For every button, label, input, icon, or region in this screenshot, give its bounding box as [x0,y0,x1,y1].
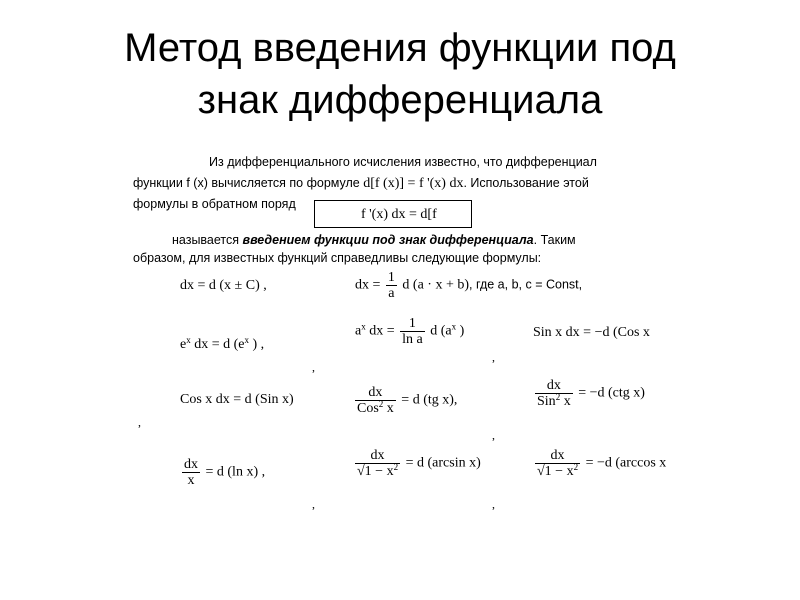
intro-line-1: Из дифференциального исчисления известно, что дифференциал [209,155,597,169]
formula-part: e [180,337,187,352]
fraction [386,270,397,301]
numerator: 1 [400,316,425,332]
comma-mark: , [492,350,495,364]
intro-line-4 [172,232,576,248]
formula-exponential [180,337,264,353]
superscript: 2 [393,462,399,472]
formula-ctg [533,378,679,409]
fraction [355,448,400,479]
comma-mark: , [492,428,495,442]
formula-part: a [355,323,362,339]
denominator-part: Cos [357,401,379,416]
formula-part: dx = [355,277,381,293]
denominator [355,401,396,416]
superscript: 2 [555,392,561,402]
superscript: x [361,321,366,332]
formula-part: dx = [369,323,395,339]
intro-line-2-text: функции f (x) вычисляется по формуле [133,176,360,190]
denominator: x [187,473,195,488]
title-line-1: Метод введения функции под [124,26,676,70]
denominator [355,464,400,479]
formula-linear-substitution [355,270,582,301]
intro-line-3: формулы в обратном поряд [133,197,296,211]
formula-power-a [355,316,464,347]
formula-part: dx = d (e [194,337,245,352]
comma-mark: , [312,497,315,511]
numerator: 1 [387,270,395,285]
denominator: a [388,286,395,301]
formula-arccos [533,448,679,479]
denominator-part: x [563,394,571,409]
intro-line-5: образом, для известных функций справедливы следующие формулы: [133,251,542,265]
intro-line-2 [133,175,589,192]
numerator: dx [535,448,580,464]
denominator: ln a [402,332,423,347]
denominator-part: √1 − x [357,464,394,479]
formula-part: = d (tg x), [401,392,458,408]
fraction [400,316,425,347]
formula-part: d (a · x + b) [402,277,470,293]
denominator-part: Sin [537,394,556,409]
fraction [535,448,580,479]
comma-mark: , [138,415,141,429]
boxed-reverse-formula: f '(x) dx = d[f [314,200,472,228]
superscript: 2 [378,399,384,409]
formula-part: ) , [252,337,265,352]
superscript: 2 [573,462,579,472]
superscript: x [244,335,249,345]
formula-part: d (a [430,323,452,339]
formula-arcsin [353,448,481,479]
numerator: dx [355,448,400,464]
formula-part: = d (ln x) , [205,464,266,480]
formula-dx-const: dx = d (x ± C) , [180,278,267,293]
numerator: dx [535,378,573,394]
comma-mark: , [312,360,315,374]
denominator-part: x [386,401,394,416]
intro-line-4-tail: . Таким [533,233,576,247]
formula-part: ) [459,323,465,339]
fraction [182,457,200,488]
formula-note: , где a, b, c = Const, [469,277,583,292]
formula-sin: Sin x dx = −d (Cos x [533,325,650,340]
main-differential-formula: d[f (x)] = f '(x) dx [363,176,464,191]
denominator-part: √1 − x [537,464,574,479]
comma-mark: , [492,497,495,511]
denominator [535,394,573,409]
formula-tg [353,385,457,416]
numerator: dx [355,385,396,401]
slide-title [0,22,800,126]
numerator: dx [184,457,198,472]
title-line-2: знак дифференциала [197,78,603,122]
fraction [355,385,396,416]
formula-ln [180,457,265,488]
superscript: x [451,321,457,332]
formula-part: = d (arcsin x) [405,455,481,471]
superscript: x [186,335,191,345]
intro-line-2-tail: . Использование этой [463,176,589,190]
intro-line-4-start: называется [172,233,240,247]
formula-cos: Cos x dx = d (Sin x) [180,392,294,407]
fraction [535,378,573,409]
denominator [535,464,580,479]
term-emphasis: введением функции под знак дифференциала [242,233,534,247]
formula-part: = −d (ctg x) [578,385,645,401]
formula-part: = −d (arccos x [585,455,667,471]
